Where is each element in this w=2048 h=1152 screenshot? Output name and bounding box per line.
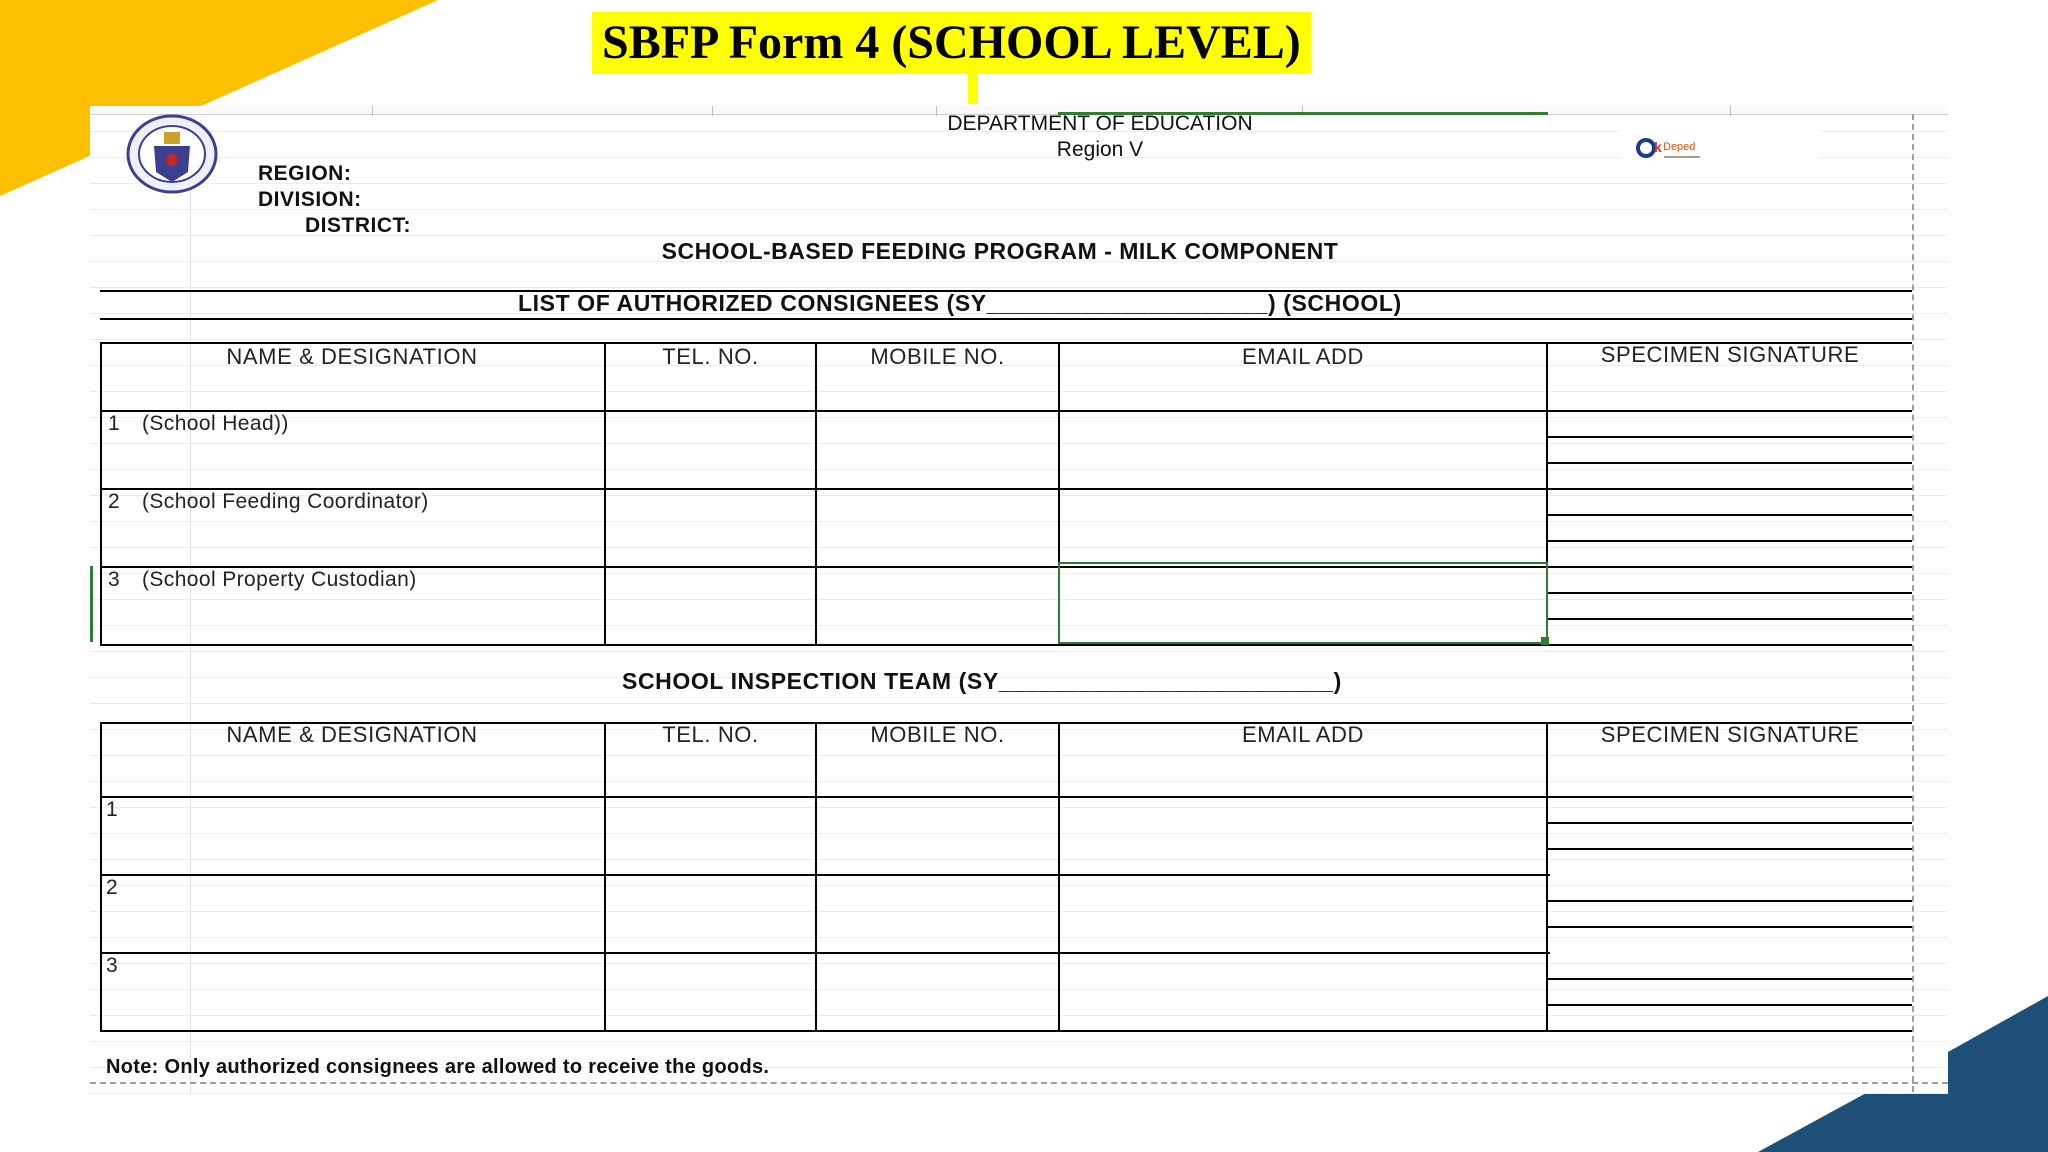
- row-number: 3: [108, 568, 120, 591]
- note-text: Note: Only authorized consignees are allowed to receive the goods.: [106, 1056, 770, 1078]
- signature-line: [1548, 514, 1912, 516]
- signature-line: [1548, 540, 1912, 542]
- deped-ok-logo-icon: [1636, 130, 1706, 166]
- consignee-feeding-coordinator: (School Feeding Coordinator): [142, 490, 429, 513]
- table-border: [604, 342, 606, 646]
- consignees-title: LIST OF AUTHORIZED CONSIGNEES (SY_____________________) (SCHOOL): [518, 290, 1402, 316]
- svg-text:Deped: Deped: [1663, 141, 1696, 153]
- header-tel: TEL. NO.: [662, 344, 759, 369]
- rule: [100, 318, 1912, 320]
- row-number: 1: [106, 798, 118, 821]
- table-border: [100, 796, 1912, 798]
- header-name: NAME & DESIGNATION: [226, 344, 478, 369]
- region-label: REGION:: [258, 162, 352, 185]
- signature-line: [1548, 618, 1912, 620]
- signature-line: [1548, 488, 1912, 490]
- signature-line: [1548, 848, 1912, 850]
- signature-line: [1548, 462, 1912, 464]
- column-stub: [1730, 106, 1731, 116]
- page-break-vertical: [1912, 114, 1914, 1092]
- table-border: [100, 952, 1550, 954]
- signature-line: [1548, 566, 1912, 568]
- page-break-horizontal: [90, 1082, 1948, 1084]
- signature-line: [1548, 1004, 1912, 1006]
- header-signature: SPECIMEN SIGNATURE: [1600, 722, 1860, 747]
- header-name: NAME & DESIGNATION: [226, 722, 478, 747]
- table-border: [815, 342, 817, 646]
- title-connector: [968, 74, 978, 104]
- signature-line: [1548, 978, 1912, 980]
- deped-seal-icon: [124, 112, 220, 196]
- signature-line: [1548, 926, 1912, 928]
- row-number: 3: [106, 954, 118, 977]
- table-border: [1058, 722, 1060, 1032]
- page-title: SBFP Form 4 (SCHOOL LEVEL): [592, 12, 1311, 74]
- table-border: [815, 722, 817, 1032]
- consignee-school-head: (School Head)): [142, 412, 289, 435]
- table-border: [1548, 1030, 1912, 1032]
- table-border: [100, 722, 102, 1030]
- signature-line: [1548, 436, 1912, 438]
- program-title: SCHOOL-BASED FEEDING PROGRAM - MILK COMPONENT: [661, 238, 1339, 264]
- header-tel: TEL. NO.: [662, 722, 759, 747]
- district-label: DISTRICT:: [305, 214, 411, 237]
- header-mobile: MOBILE NO.: [870, 722, 1005, 747]
- header-email: EMAIL ADD: [1242, 722, 1364, 747]
- table-border: [604, 722, 606, 1032]
- row-number: 2: [106, 876, 118, 899]
- column-stub: [372, 106, 373, 116]
- row-number: 1: [108, 412, 120, 435]
- division-label: DIVISION:: [258, 188, 362, 211]
- table-border: [1546, 722, 1548, 1032]
- signature-line: [1548, 900, 1912, 902]
- row-selection-marker: [90, 566, 93, 642]
- table-border: [100, 874, 1550, 876]
- inspection-title: SCHOOL INSPECTION TEAM (SY_________________________): [622, 668, 1342, 694]
- signature-line: [1548, 592, 1912, 594]
- row-number: 2: [108, 490, 120, 513]
- svg-text:k: k: [1654, 139, 1662, 155]
- table-border: [100, 342, 102, 646]
- consignee-property-custodian: (School Property Custodian): [142, 568, 417, 591]
- signature-line: [1548, 822, 1912, 824]
- department-name: DEPARTMENT OF EDUCATION: [947, 112, 1253, 135]
- table-border: [100, 1030, 1550, 1032]
- region-name: Region V: [1056, 138, 1144, 161]
- header-mobile: MOBILE NO.: [870, 344, 1005, 369]
- selected-cell[interactable]: [1058, 562, 1548, 644]
- spreadsheet-form: [90, 106, 1948, 1094]
- table-border: [100, 410, 1912, 412]
- table-border: [100, 644, 1912, 646]
- column-stub: [712, 106, 713, 116]
- header-email: EMAIL ADD: [1242, 344, 1364, 369]
- header-signature: SPECIMEN SIGNATURE: [1600, 342, 1860, 367]
- fill-handle[interactable]: [1541, 637, 1549, 645]
